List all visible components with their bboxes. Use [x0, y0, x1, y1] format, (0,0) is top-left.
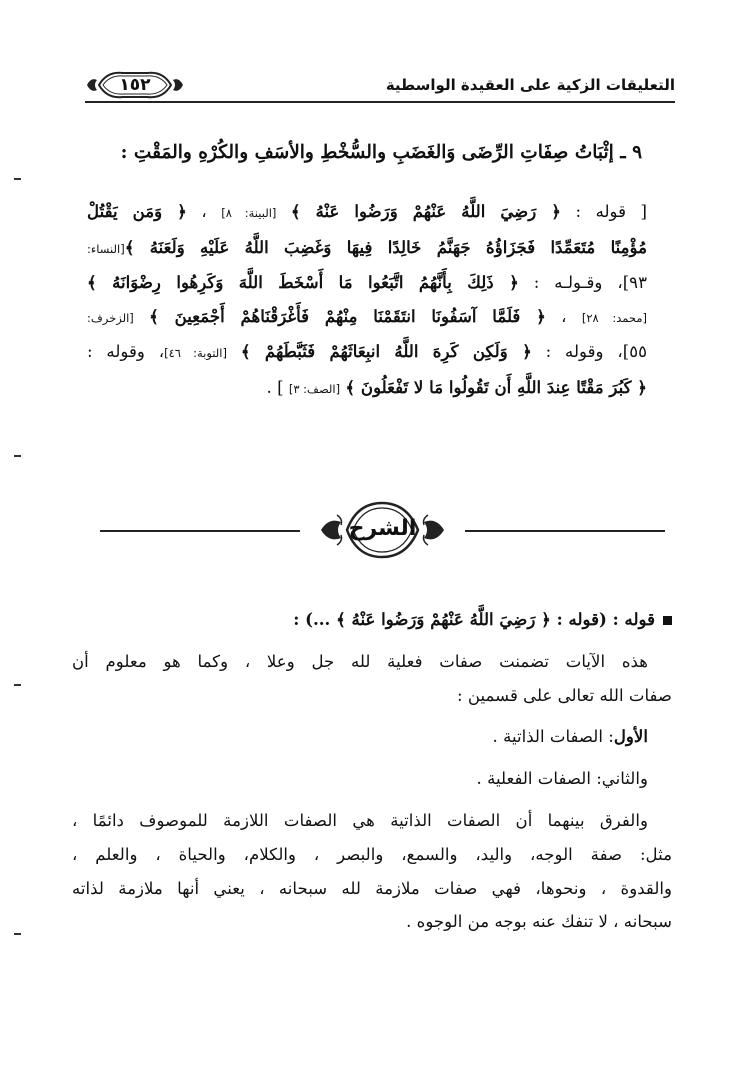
divider-rule-right — [465, 530, 665, 532]
verse-reference: [النساء: — [87, 241, 125, 256]
sharh-text-block — [72, 603, 672, 939]
spacer — [72, 796, 672, 804]
scan-speck — [14, 178, 21, 180]
verse-text: مُؤْمِنًا مُتَعَمِّدًا فَجَزَاؤُهُ جَهَنَّمُ خَالِدًا فِيهَا وَغَضِبَ اللَّهُ عَلَيْهِ وَلَعَنَهُ ﴾ — [124, 236, 647, 257]
qawluhu-verse: ﴿ رَضِيَ اللَّهُ عَنْهُمْ وَرَضُوا عَنْهُ ﴾ — [336, 609, 551, 629]
difference-line-2: مثل: صفة الوجه، واليد، والسمع، والبصر ، والكلام، والحياة ، والعلم ، — [72, 844, 672, 864]
matn-line-3 — [87, 266, 647, 300]
page-number: ١٥٢ — [119, 75, 151, 95]
second-category: والثاني: الصفات الفعلية . — [476, 769, 648, 789]
sharh-divider — [100, 497, 665, 563]
matn-text: ٩٣]، وقـولـه : — [518, 273, 647, 292]
spacer — [72, 637, 672, 645]
verse-reference: [الزخرف: — [87, 310, 134, 325]
difference-line-3: والقدوة ، ونحوها، فهي صفات ملازمة لله سبحانه ، يعني أنها ملازمة لذاته — [72, 878, 672, 898]
difference-line-1: والفرق بينهما أن الصفات الذاتية هي الصفات اللازمة للموصوف دائمًا ، — [72, 810, 648, 830]
verse-text: ﴿ كَبُرَ مَقْتًا عِندَ اللَّهِ أَن تَقُولُوا مَا لا تَفْعَلُونَ ﴾ — [345, 376, 647, 397]
qawluhu-prefix: قوله : (قوله : — [550, 609, 655, 629]
section-heading: ٩ ـ إثْبَاتُ صِفَاتِ الرِّضَى وَالغَضَبِ والسُّخْطِ والأسَفِ والكُرْهِ والمَقْتِ : — [120, 142, 642, 163]
verse-text: ﴿ ذَلِكَ بِأَنَّهُمُ اتَّبَعُوا مَا أَسْخَطَ اللَّهَ وَكَرِهُوا رِضْوَانَهُ ﴾ — [87, 272, 519, 292]
verse-reference: [محمد: ٢٨] — [581, 310, 647, 325]
matn-line-5 — [87, 335, 647, 371]
first-category-text: : الصفات الذاتية . — [492, 727, 614, 747]
qawluhu-line — [72, 603, 672, 637]
verse-text: ﴿ رَضِيَ اللَّهُ عَنْهُمْ وَرَضُوا عَنْهُ ﴾ — [290, 201, 561, 221]
verse-text: ﴿ وَلَكِن كَرِهَ اللَّهُ انبِعَاثَهُمْ فَثَبَّطَهُمْ ﴾ — [240, 341, 532, 361]
matn-text: [ قوله : — [561, 202, 647, 221]
spacer — [72, 754, 672, 762]
running-header — [85, 62, 675, 108]
square-bullet-icon — [663, 616, 672, 625]
verse-reference: [التوبة: ٤٦] — [164, 346, 227, 360]
matn-text: ، — [545, 306, 582, 326]
book-title: التعليقات الزكية على العقيدة الواسطية — [385, 76, 675, 94]
verse-text: ﴿ وَمَن يَقْتُلْ — [87, 201, 187, 221]
intro-line-1: هذه الآيات تضمنت صفات فعلية لله جل وعلا ، وكما هو معلوم أن — [72, 651, 648, 671]
verse-reference: [الصف: ٣] — [288, 381, 341, 396]
matn-line-6 — [87, 371, 647, 407]
matn-line-1 — [87, 195, 647, 231]
matn-line-2 — [87, 231, 647, 267]
difference-line-4: سبحانه ، لا تنفك عنه بوجه من الوجوه . — [406, 912, 672, 932]
scan-speck — [14, 684, 21, 686]
intro-line-2: صفات الله تعالى على قسمين : — [457, 685, 672, 705]
sharh-label: الشرح — [348, 516, 417, 541]
matn-text: ] . — [266, 377, 289, 397]
spacer — [72, 712, 672, 720]
divider-rule-left — [100, 530, 300, 532]
matn-text-block — [87, 195, 647, 406]
first-category-label: الأول — [613, 726, 648, 747]
scan-speck — [14, 455, 21, 457]
verse-text: ﴿ فَلَمَّا آسَفُونَا انتَقَمْنَا مِنْهُمْ فَأَغْرَقْنَاهُمْ أَجْمَعِينَ ﴾ — [149, 305, 546, 326]
matn-line-4 — [87, 300, 647, 336]
matn-text: ، — [186, 202, 222, 221]
verse-reference: [البينة: ٨] — [221, 206, 277, 220]
scan-speck — [14, 933, 21, 935]
matn-text: ، وقوله : — [87, 342, 165, 361]
qawluhu-suffix: ...) : — [293, 609, 337, 629]
first-category — [72, 720, 672, 754]
matn-text: ٥٥]، وقوله : — [531, 342, 648, 361]
